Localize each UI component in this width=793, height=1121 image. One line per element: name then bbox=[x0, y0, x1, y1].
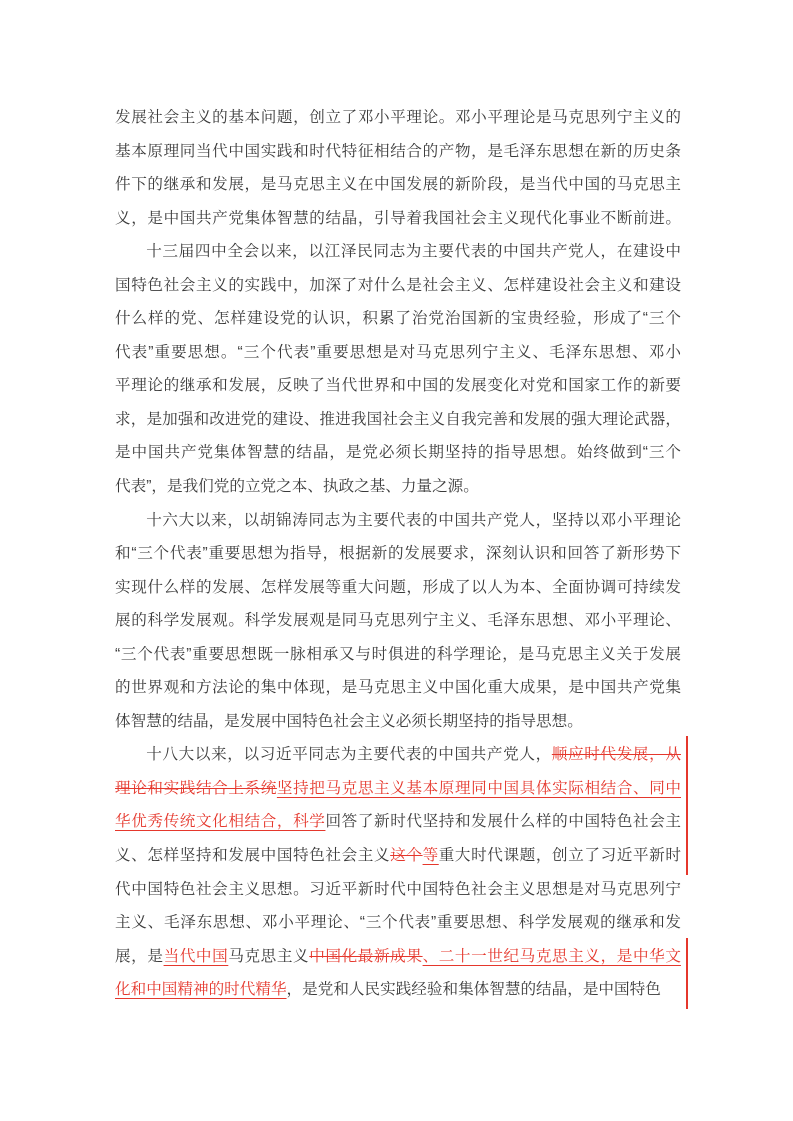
text-line bbox=[115, 369, 681, 403]
text-line bbox=[115, 202, 681, 236]
revision-change-bar bbox=[686, 770, 688, 808]
body-text: 体智慧的结晶，是发展中国特色社会主义必须长期坚持的指导思想。 bbox=[115, 712, 583, 730]
revision-change-bar bbox=[686, 837, 688, 875]
body-text: 国特色社会主义的实践中，加深了对什么是社会主义、怎样建设社会主义和建设 bbox=[115, 276, 681, 294]
text-line bbox=[115, 839, 681, 873]
body-text: 义、怎样坚持和发展中国特色社会主义 bbox=[115, 847, 391, 865]
text-line bbox=[115, 638, 681, 672]
text-line bbox=[115, 705, 681, 739]
inserted-text: 当代中国 bbox=[163, 947, 229, 965]
body-text: 主义、毛泽东思想、邓小平理论、“三个代表”重要思想、科学发展观的继承和发 bbox=[115, 914, 681, 932]
body-text: 发展社会主义的基本问题，创立了邓小平理论。邓小平理论是马克思列宁主义的 bbox=[115, 109, 681, 126]
text-line bbox=[115, 671, 681, 705]
body-text: 回答了新时代坚持和发展什么样的中国特色社会主 bbox=[325, 813, 681, 831]
text-line bbox=[115, 973, 681, 1007]
body-text: 十六大以来，以胡锦涛同志为主要代表的中国共产党人，坚持以邓小平理论 bbox=[146, 511, 681, 529]
text-line bbox=[115, 604, 681, 638]
body-text: 是中国共产党集体智慧的结晶，是党必须长期坚持的指导思想。始终做到“三个 bbox=[115, 444, 681, 462]
body-text: 的世界观和方法论的集中体现，是马克思主义中国化重大成果，是中国共产党集 bbox=[115, 679, 681, 697]
text-line bbox=[115, 336, 681, 370]
revision-change-bar bbox=[686, 938, 688, 976]
deleted-text: 顺应时代发展，从 bbox=[551, 746, 681, 764]
text-line bbox=[115, 873, 681, 907]
text-line bbox=[115, 436, 681, 470]
inserted-text: 等 bbox=[422, 847, 439, 865]
text-line bbox=[115, 269, 681, 303]
revision-change-bar bbox=[686, 971, 688, 1009]
body-text: 什么样的党、怎样建设党的认识，积累了治党治国新的宝贵经验，形成了“三个 bbox=[115, 310, 681, 328]
text-line bbox=[115, 470, 681, 504]
inserted-text: 、二十一世纪马克思主义，是中华文 bbox=[422, 947, 681, 965]
deleted-text: 理论和实践结合上系统 bbox=[115, 779, 277, 797]
body-text: 求，是加强和改进党的建设、推进我国社会主义自我完善和发展的强大理论武器， bbox=[115, 410, 681, 428]
body-text: 马克思主义 bbox=[228, 947, 310, 965]
body-text: 件下的继承和发展，是马克思主义在中国发展的新阶段，是当代中国的马克思主 bbox=[115, 176, 681, 194]
body-text: 义，是中国共产党集体智慧的结晶，引导着我国社会主义现代化事业不断前进。 bbox=[115, 209, 681, 227]
body-text: 展，是 bbox=[115, 947, 164, 965]
deleted-text: 中国化最新成果 bbox=[309, 947, 423, 965]
body-text: 十三届四中全会以来，以江泽民同志为主要代表的中国共产党人，在建设中 bbox=[146, 243, 681, 261]
body-text: “三个代表”重要思想既一脉相承又与时俱进的科学理论，是马克思主义关于发展 bbox=[115, 645, 681, 663]
revision-change-bar bbox=[686, 736, 688, 774]
inserted-text: 坚持把马克思主义基本原理同中国具体实际相结合、同中 bbox=[276, 779, 681, 797]
inserted-text: 化和中国精神的时代精华 bbox=[115, 981, 287, 999]
body-text: 代表”重要思想。“三个代表”重要思想是对马克思列宁主义、毛泽东思想、邓小 bbox=[115, 343, 681, 361]
text-line bbox=[115, 135, 681, 169]
body-text: 和“三个代表”重要思想为指导，根据新的发展要求，深刻认识和回答了新形势下 bbox=[115, 545, 681, 563]
text-line bbox=[115, 772, 681, 806]
body-text: 展的科学发展观。科学发展观是同马克思列宁主义、毛泽东思想、邓小平理论、 bbox=[115, 612, 681, 630]
text-line bbox=[115, 504, 681, 538]
text-line bbox=[115, 738, 681, 772]
text-line bbox=[115, 168, 681, 202]
body-text: 平理论的继承和发展，反映了当代世界和中国的发展变化对党和国家工作的新要 bbox=[115, 377, 681, 395]
body-text: 代表”，是我们党的立党之本、执政之基、力量之源。 bbox=[115, 478, 479, 496]
revision-change-bar bbox=[686, 803, 688, 841]
body-text: ，是党和人民实践经验和集体智慧的结晶，是中国特色 bbox=[286, 981, 661, 999]
text-line bbox=[115, 571, 681, 605]
text-line bbox=[115, 302, 681, 336]
body-text: 重大时代课题，创立了习近平新时 bbox=[438, 847, 681, 865]
inserted-text: 华优秀传统文化相结合，科学 bbox=[115, 813, 326, 831]
text-line bbox=[115, 805, 681, 839]
text-line bbox=[115, 403, 681, 437]
text-line bbox=[115, 235, 681, 269]
body-text: 实现什么样的发展、怎样发展等重大问题，形成了以人为本、全面协调可持续发 bbox=[115, 578, 681, 596]
body-text: 基本原理同当代中国实践和时代特征相结合的产物，是毛泽东思想在新的历史条 bbox=[115, 142, 681, 160]
text-line bbox=[115, 940, 681, 974]
text-line bbox=[115, 537, 681, 571]
text-line bbox=[115, 101, 681, 135]
document-body[interactable] bbox=[115, 101, 681, 1007]
body-text: 代中国特色社会主义思想。习近平新时代中国特色社会主义思想是对马克思列宁 bbox=[115, 880, 681, 898]
text-line bbox=[115, 906, 681, 940]
body-text: 十八大以来，以习近平同志为主要代表的中国共产党人， bbox=[146, 746, 552, 764]
deleted-text: 这个 bbox=[390, 847, 423, 865]
